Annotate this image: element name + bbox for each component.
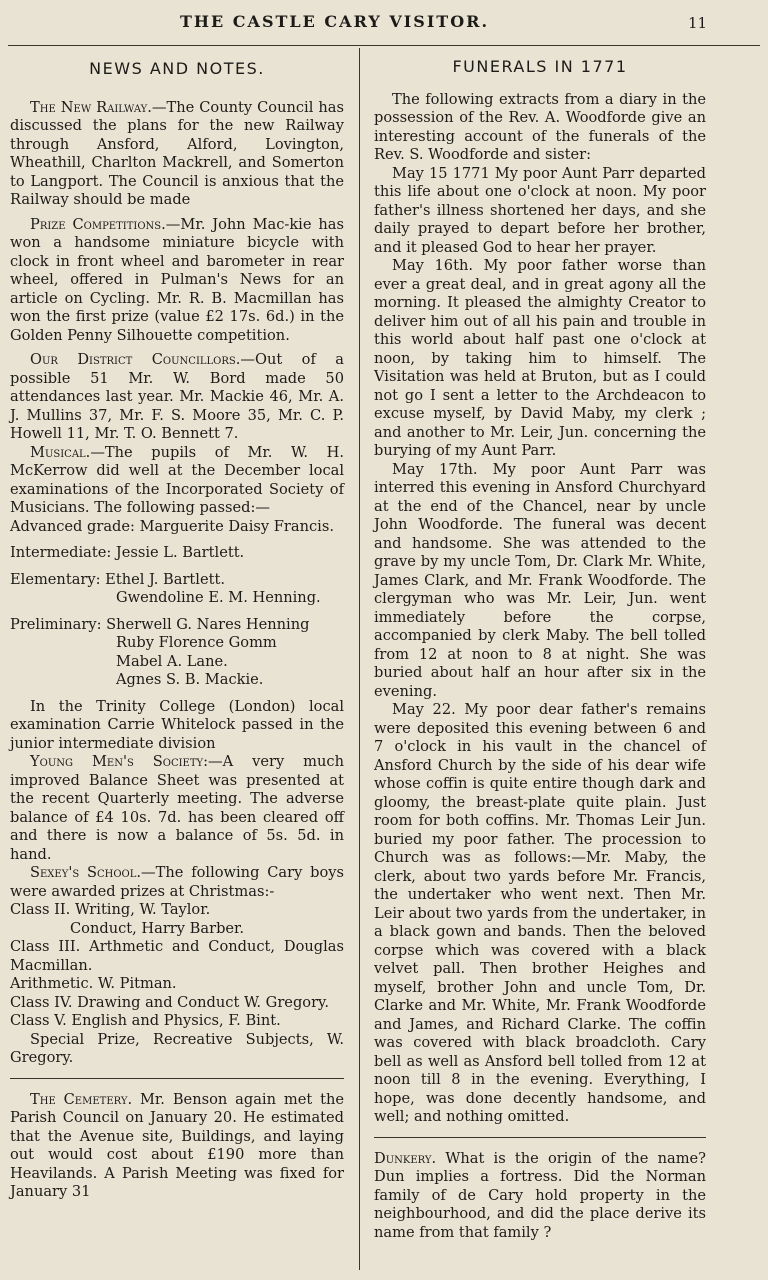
sexey-class3: Class III. Arthmetic and Conduct, Douglas Macmillan. [10, 938, 344, 974]
running-title: THE CASTLE CARY VISITOR. [180, 12, 490, 31]
right-column [374, 50, 706, 1242]
musical-text: —The pupils of Mr. W. H. McKerrow did well at the December local examinations of the Incorporated Society of Musicians. The following passed:— [10, 443, 344, 516]
sexey-class2-writing: Class II. Writing, W. Taylor. [10, 901, 211, 918]
sexey-arithmetic: Arithmetic. W. Pitman. [10, 975, 177, 992]
sexey-special: Special Prize, Recreative Subjects, W. Gregory. [10, 1030, 344, 1066]
young-men-lead: Young Men's Society: [30, 753, 209, 770]
diary-may-17: May 17th. My poor Aunt Parr was interred this evening in Ansford Churchyard at the end of the Chancel, near by uncle John Woodforde. The funeral was decent and handsome. She was attended to the grave by my uncle Tom, Dr. Clark Mr. White, James Clark, and Mr. Frank Woodforde. The clergyman who was Mr. Leir, Jun. went immediately before the corpse, accompanied by clerk Maby. The bell tolled from 12 at noon to 8 at night. She was buried about half an hour after six in the evening. [374, 460, 706, 700]
dunkery-paragraph [374, 1150, 706, 1243]
section-rule-right [374, 1137, 706, 1138]
dunkery-text: What is the origin of the name? Dun implies a fortress. Did the Norman family of de Cary hold property in the neighbourhood, and did the place derive its name from that family ? [374, 1149, 706, 1241]
funerals-intro: The following extracts from a diary in the possession of the Rev. A. Woodforde give an interesting account of the funerals of the Rev. S. Woodforde and sister: [374, 90, 706, 163]
column-divider [359, 48, 360, 1270]
young-men-text: —A very much improved Balance Sheet was presented at the recent Quarterly meeting. The adverse balance of £4 10s. 7d. has been cleared off and there is now a balance of 5s. 5d. in hand. [10, 753, 344, 863]
sexey-lead: Sexey's School. [30, 864, 142, 881]
musical-intermediate: Intermediate: Jessie L. Bartlett. [10, 544, 245, 561]
diary-may-22: May 22. My poor dear father's remains were deposited this evening between 6 and 7 o'clock in his vault in the chancel of Ansford Church by the side of his dear wife whose coffin is quite entire though dark and gloomy, the breast-plate quite plain. Just room for both coffins. Mr. Thomas Leir Jun. buried my poor father. The procession to Church was as follows:—Mr. Maby, the clerk, about two yards before Mr. Francis, the undertaker who went next. Then Mr. Leir about two yards from the undertaker, in a black gown and bands. Then the beloved corpse which was covered with a black velvet pall. Then brother Heighes and myself, brother John and uncle Tom, Dr. Clarke and Mr. White, Mr. Frank Woodforde and James, and Richard Clarke. The coffin was covered with black broadcloth. Cary bell as well as Ansford bell tolled from 12 at noon till 8 in the evening. Everything, I hope, was done decently handsome, and well; and nothing omitted. [374, 701, 706, 1125]
sexey-paragraph [10, 864, 344, 901]
cemetery-lead: The Cemetery. [30, 1090, 133, 1108]
musical-elementary-1: Elementary: Ethel J. Bartlett. [10, 570, 225, 588]
councillors-lead: Our District Councillors. [30, 351, 241, 368]
page-number: 11 [688, 14, 708, 32]
musical-lead: Musical. [30, 443, 91, 461]
sexey-text: —The following Cary boys were awarded prizes at Christmas:- [10, 864, 344, 900]
section-rule [10, 1078, 344, 1079]
sexey-class2-conduct: Conduct, Harry Barber. [70, 919, 245, 937]
councillors-paragraph [10, 351, 344, 444]
funerals-heading: FUNERALS IN 1771 [452, 57, 628, 76]
prize-text: —Mr. John Mac-kie has won a handsome miniature bicycle with clock in front wheel and barometer in rear wheel, offered in Pulman's News for an article on Cycling. Mr. R. B. Macmillan has won the first prize (value £2 17s. 6d.) in the Golden Penny Silhouette competition. [10, 215, 344, 344]
musical-elementary-2: Gwendoline E. M. Henning. [116, 589, 321, 606]
musical-paragraph [10, 444, 344, 518]
young-men-paragraph [10, 753, 344, 864]
dunkery-lead: Dunkery. [374, 1149, 437, 1167]
sexey-class5: Class V. English and Physics, F. Bint. [10, 1012, 281, 1029]
musical-advanced: Advanced grade: Marguerite Daisy Francis. [10, 517, 334, 535]
railway-text: —The County Council has discussed the plans for the new Railway through Ansford, Alford, Lovington, Wheathill, Charlton Mackrell, and Somerton to Langport. The Council is anxious that the Railway should be made [10, 98, 344, 208]
diary-may-16: May 16th. My poor father worse than ever a great deal, and in great agony all the morning. It pleased the almighty Creator to deliver him out of all his pain and trouble in this world about half past one o'clock at noon, by taking him to himself. The Visitation was held at Bruton, but as I could not go I sent a letter to the Archdeacon to excuse myself, by David Maby, my clerk ; and another to Mr. Leir, Jun. concerning the burying of my Aunt Parr. [374, 257, 706, 459]
musical-preliminary-3: Mabel A. Lane. [116, 652, 228, 670]
railway-lead: The New Railway. [30, 98, 152, 116]
left-column [10, 50, 344, 1208]
news-and-notes-heading: NEWS AND NOTES. [89, 59, 265, 78]
header-rule [8, 45, 760, 46]
musical-preliminary-4: Agnes S. B. Mackie. [116, 671, 264, 688]
diary-may-15: May 15 1771 My poor Aunt Parr departed this life about one o'clock at noon. My poor father's illness shortened her days, and she daily prayed to depart before her brother, and it pleased God to hear her prayer. [374, 164, 706, 256]
prize-lead: Prize Competitions. [30, 215, 166, 233]
railway-paragraph [10, 99, 344, 210]
musical-preliminary-1: Preliminary: Sherwell G. Nares Henning [10, 615, 310, 633]
trinity-paragraph: In the Trinity College (London) local examination Carrie Whitelock passed in the junior intermediate division [10, 697, 344, 752]
prize-paragraph [10, 216, 344, 346]
musical-preliminary-2: Ruby Florence Gomm [116, 634, 277, 651]
councillors-text: —Out of a possible 51 Mr. W. Bord made 50 attendances last year. Mr. Mackie 46, Mr. A. J. Mullins 37, Mr. F. S. Moore 35, Mr. C. P. Howell 11, Mr. T. O. Bennett 7. [10, 351, 344, 442]
cemetery-text: Mr. Benson again met the Parish Council on January 20. He estimated that the Avenue site, Buildings, and laying out would cost about £190 more than Heavilands. A Parish Meeting was fixed for January 31 [10, 1090, 344, 1200]
cemetery-paragraph [10, 1091, 344, 1202]
page-header [0, 10, 768, 38]
sexey-class4: Class IV. Drawing and Conduct W. Gregory. [10, 993, 329, 1011]
